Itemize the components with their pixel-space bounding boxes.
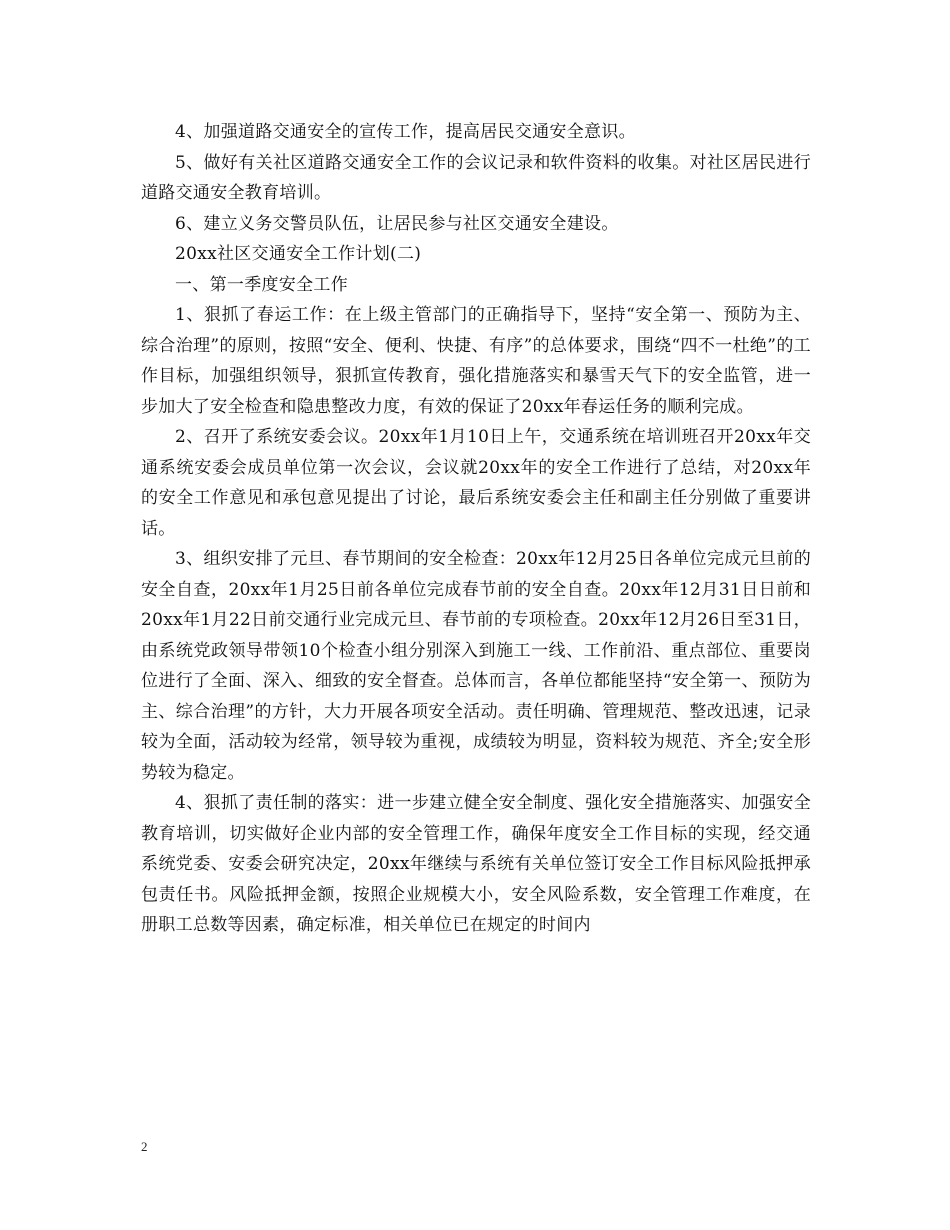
paragraph-responsibility: 4、狠抓了责任制的落实：进一步建立健全安全制度、强化安全措施落实、加强安全教育培训，切实做好企业内部的安全管理工作，确保年度安全工作目标的实现，经交通系统党委、安委会研究决定，20xx年继续与系统有关单位签订安全工作目标风险抵押承包责任书。风险抵押金额，按照企业规模大小，安全风险系数，安全管理工作难度，在册职工总数等因素，确定标准，相关单位已在规定的时间内 <box>141 793 811 935</box>
paragraph-spring-transport: 1、狠抓了春运工作：在上级主管部门的正确指导下，坚持“安全第一、预防为主、综合治理”的原则，按照“安全、便利、快捷、有序”的总体要求，围绕“四不一杜绝”的工作目标，加强组织领导，狠抓宣传教育，强化措施落实和暴雪天气下的安全监管，进一步加大了安全检查和隐患整改力度，有效的保证了20xx年春运任务的顺利完成。 <box>141 305 811 417</box>
paragraph-safety-meeting: 2、召开了系统安委会议。20xx年1月10日上午，交通系统在培训班召开20xx年交通系统安委会成员单位第一次会议，会议就20xx年的安全工作进行了总结，对20xx年的安全工作意见和承包意见提出了讨论，最后系统安委会主任和副主任分别做了重要讲话。 <box>141 427 811 539</box>
section-title: 20xx社区交通安全工作计划(二) <box>175 244 422 264</box>
paragraph-holiday-inspection: 3、组织安排了元旦、春节期间的安全检查：20xx年12月25日各单位完成元旦前的安全自查，20xx年1月25日前各单位完成春节前的安全自查。20xx年12月31日日前和20xx年1月22日前交通行业完成元旦、春节前的专项检查。20xx年12月26日至31日，由系统党政领导带领10个检查小组分别深入到施工一线、工作前沿、重点部位、重要岗位进行了全面、深入、细致的安全督查。总体而言，各单位都能坚持“安全第一、预防为主、综合治理”的方针，大力开展各项安全活动。责任明确、管理规范、整改迅速，记录较为全面，活动较为经常，领导较为重视，成绩较为明显，资料较为规范、齐全;安全形势较为稳定。 <box>141 549 811 783</box>
paragraph-item-4: 4、加强道路交通安全的宣传工作，提高居民交通安全意识。 <box>175 122 636 142</box>
document-body <box>141 117 811 941</box>
section-heading-q1: 一、第一季度安全工作 <box>175 274 348 295</box>
paragraph-item-6: 6、建立义务交警员队伍，让居民参与社区交通安全建设。 <box>175 213 619 234</box>
page-number: 2 <box>141 1139 148 1154</box>
paragraph-item-5: 5、做好有关社区道路交通安全工作的会议记录和软件资料的收集。对社区居民进行道路交通安全教育培训。 <box>141 152 811 203</box>
